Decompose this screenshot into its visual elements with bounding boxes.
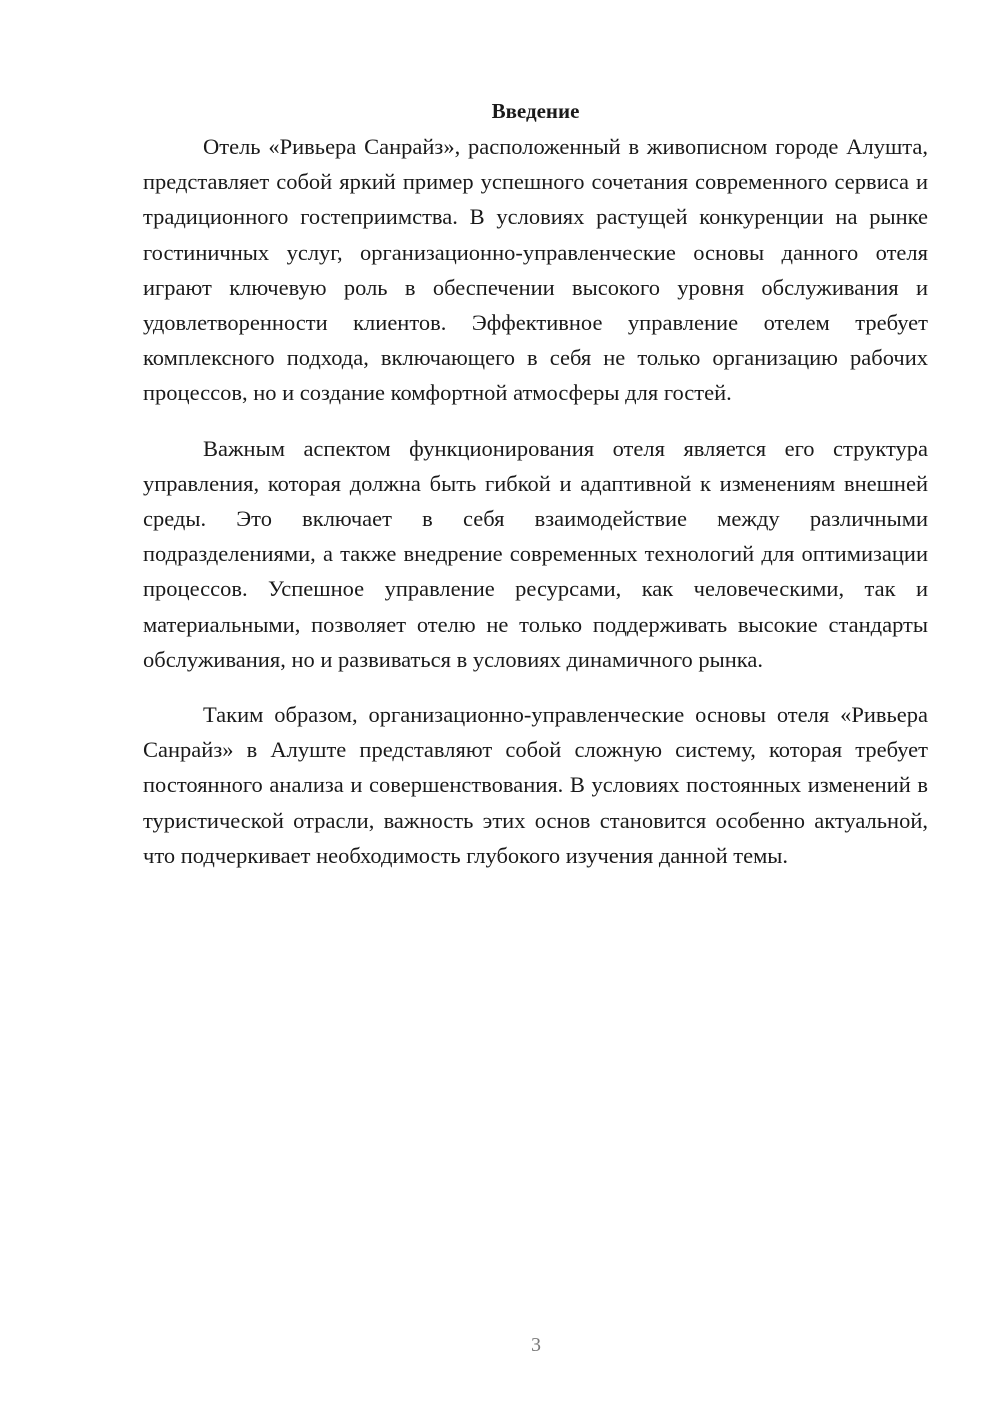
page-number: 3: [531, 1334, 541, 1356]
page-content: [143, 96, 928, 873]
paragraph-3: Таким образом, организационно-управленческие основы отеля «Ривьера Санрайз» в Алуште представляют собой сложную систему, которая требует постоянного анализа и совершенствования. В условиях постоянных изменений в туристической отрасли, важность этих основ становится особенно актуальной, что подчеркивает необходимость глубокого изучения данной темы.: [143, 702, 928, 868]
paragraph-1: Отель «Ривьера Санрайз», расположенный в живописном городе Алушта, представляет собой яркий пример успешного сочетания современного сервиса и традиционного гостеприимства. В условиях растущей конкуренции на рынке гостиничных услуг, организационно-управленческие основы данного отеля играют ключевую роль в обеспечении высокого уровня обслуживания и удовлетворенности клиентов. Эффективное управление отелем требует комплексного подхода, включающего в себя не только организацию рабочих процессов, но и создание комфортной атмосферы для гостей.: [143, 134, 928, 406]
section-heading: Введение: [491, 99, 580, 123]
paragraph-2: Важным аспектом функционирования отеля является его структура управления, которая должна быть гибкой и адаптивной к изменениям внешней среды. Это включает в себя взаимодействие между различными подразделениями, а также внедрение современных технологий для оптимизации процессов. Успешное управление ресурсами, как человеческими, так и материальными, позволяет отелю не только поддерживать высокие стандарты обслуживания, но и развиваться в условиях динамичного рынка.: [143, 435, 928, 672]
